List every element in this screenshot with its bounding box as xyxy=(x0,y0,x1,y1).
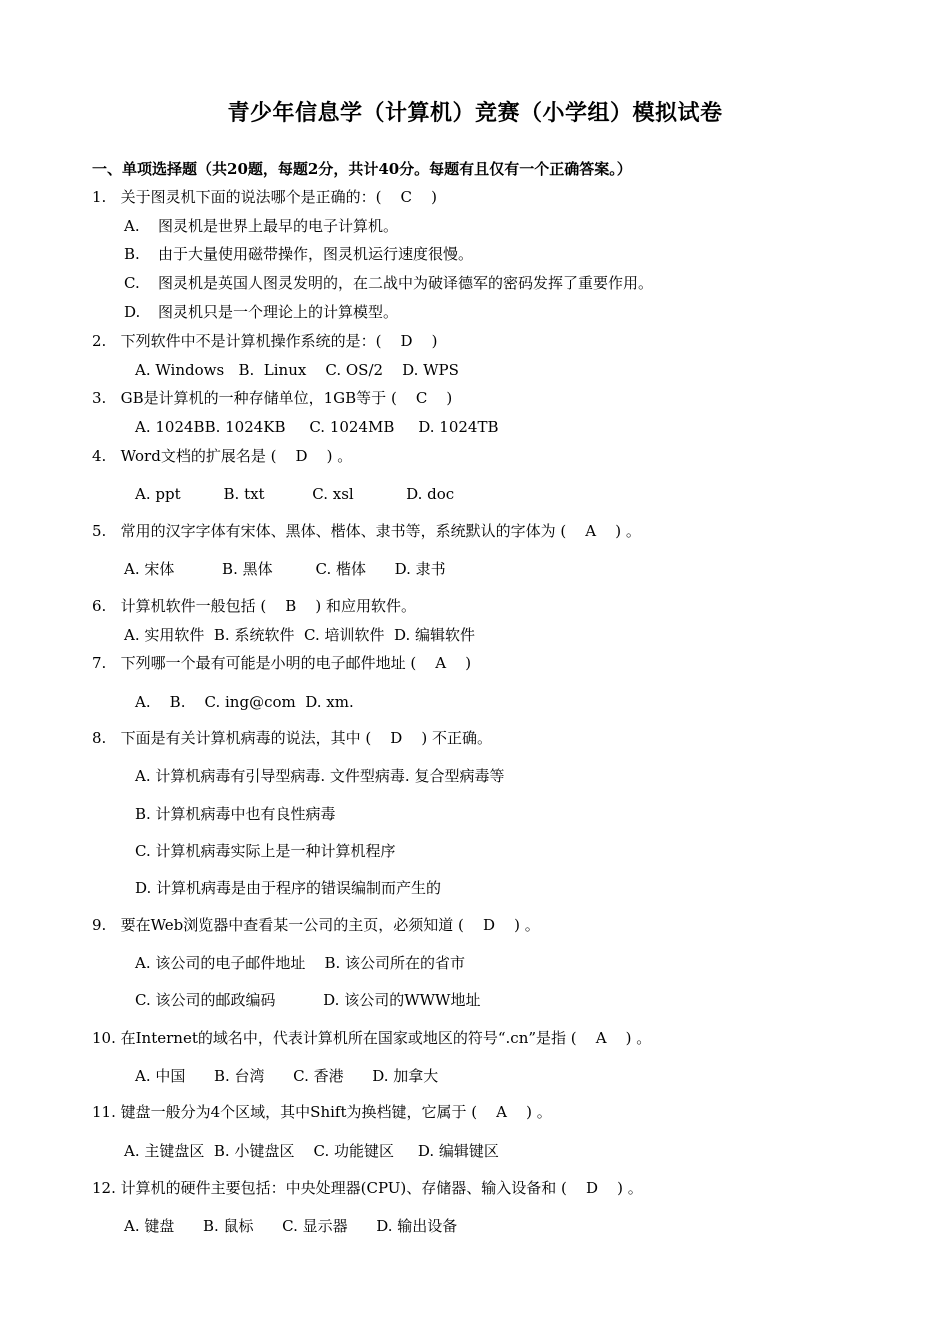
q5-options: A. 宋体 B. 黑体 C. 楷体 D. 隶书 xyxy=(124,560,446,578)
question-7: 7. 下列哪一个最有可能是小明的电子邮件地址 ( A ) xyxy=(92,654,472,672)
section-heading: 一、单项选择题（共20题，每题2分，共计40分。每题有且仅有一个正确答案。） xyxy=(92,160,632,178)
question-11: 11. 键盘一般分为4个区域，其中Shift为换档键，它属于 ( A ) 。 xyxy=(92,1103,552,1121)
q7-options: A. B. C. ing@com D. xm. xyxy=(135,693,354,711)
q8-option-b: B. 计算机病毒中也有良性病毒 xyxy=(135,805,336,823)
option-letter: A. xyxy=(124,217,140,235)
q9-options-row-2: C. 该公司的邮政编码 D. 该公司的WWW地址 xyxy=(135,991,481,1009)
q8-option-a: A. 计算机病毒有引导型病毒. 文件型病毒. 复合型病毒等 xyxy=(135,767,505,785)
q10-options: A. 中国 B. 台湾 C. 香港 D. 加拿大 xyxy=(135,1067,439,1085)
q11-options: A. 主键盘区 B. 小键盘区 C. 功能键区 D. 编辑键区 xyxy=(124,1142,499,1160)
q6-options: A. 实用软件 B. 系统软件 C. 培训软件 D. 编辑软件 xyxy=(124,626,476,644)
q1-option-a xyxy=(124,216,398,236)
option-text: 图灵机是英国人图灵发明的，在二战中为破译德军的密码发挥了重要作用。 xyxy=(158,274,654,292)
question-10: 10. 在Internet的域名中，代表计算机所在国家或地区的符号“.cn”是指 ( A ) 。 xyxy=(92,1029,652,1047)
question-5: 5. 常用的汉字字体有宋体、黑体、楷体、隶书等，系统默认的字体为 ( A ) 。 xyxy=(92,522,641,540)
option-text: 图灵机是世界上最早的电子计算机。 xyxy=(158,217,399,235)
question-6: 6. 计算机软件一般包括 ( B ) 和应用软件。 xyxy=(92,597,417,615)
question-3: 3. GB是计算机的一种存储单位，1GB等于 ( C ) xyxy=(92,389,453,407)
option-letter: B. xyxy=(124,245,140,263)
page-title: 青少年信息学（计算机）竞赛（小学组）模拟试卷 xyxy=(227,100,723,126)
q8-option-c: C. 计算机病毒实际上是一种计算机程序 xyxy=(135,842,396,860)
q8-option-d: D. 计算机病毒是由于程序的错误编制而产生的 xyxy=(135,879,442,897)
question-1: 1. 关于图灵机下面的说法哪个是正确的：( C ) xyxy=(92,188,437,206)
q3-options: A. 1024BB. 1024KB C. 1024MB D. 1024TB xyxy=(135,418,499,436)
question-12: 12. 计算机的硬件主要包括：中央处理器(CPU)、存储器、输入设备和 ( D ) 。 xyxy=(92,1179,643,1197)
option-letter: D. xyxy=(124,303,141,321)
option-text: 图灵机只是一个理论上的计算模型。 xyxy=(158,303,399,321)
q4-options: A. ppt B. txt C. xsl D. doc xyxy=(135,485,455,503)
q1-option-b xyxy=(124,244,473,264)
q2-options: A. Windows B. Linux C. OS/2 D. WPS xyxy=(135,361,459,379)
question-2: 2. 下列软件中不是计算机操作系统的是：( D ) xyxy=(92,332,438,350)
question-9: 9. 要在Web浏览器中查看某一公司的主页，必须知道 ( D ) 。 xyxy=(92,916,540,934)
q1-option-d xyxy=(124,302,398,322)
option-letter: C. xyxy=(124,274,140,292)
question-8: 8. 下面是有关计算机病毒的说法，其中 ( D ) 不正确。 xyxy=(92,729,493,747)
q1-option-c xyxy=(124,273,653,293)
q9-options-row-1: A. 该公司的电子邮件地址 B. 该公司所在的省市 xyxy=(135,954,466,972)
option-text: 由于大量使用磁带操作，图灵机运行速度很慢。 xyxy=(158,245,474,263)
question-4: 4. Word文档的扩展名是 ( D ) 。 xyxy=(92,447,353,465)
q12-options: A. 键盘 B. 鼠标 C. 显示器 D. 输出设备 xyxy=(124,1217,458,1235)
